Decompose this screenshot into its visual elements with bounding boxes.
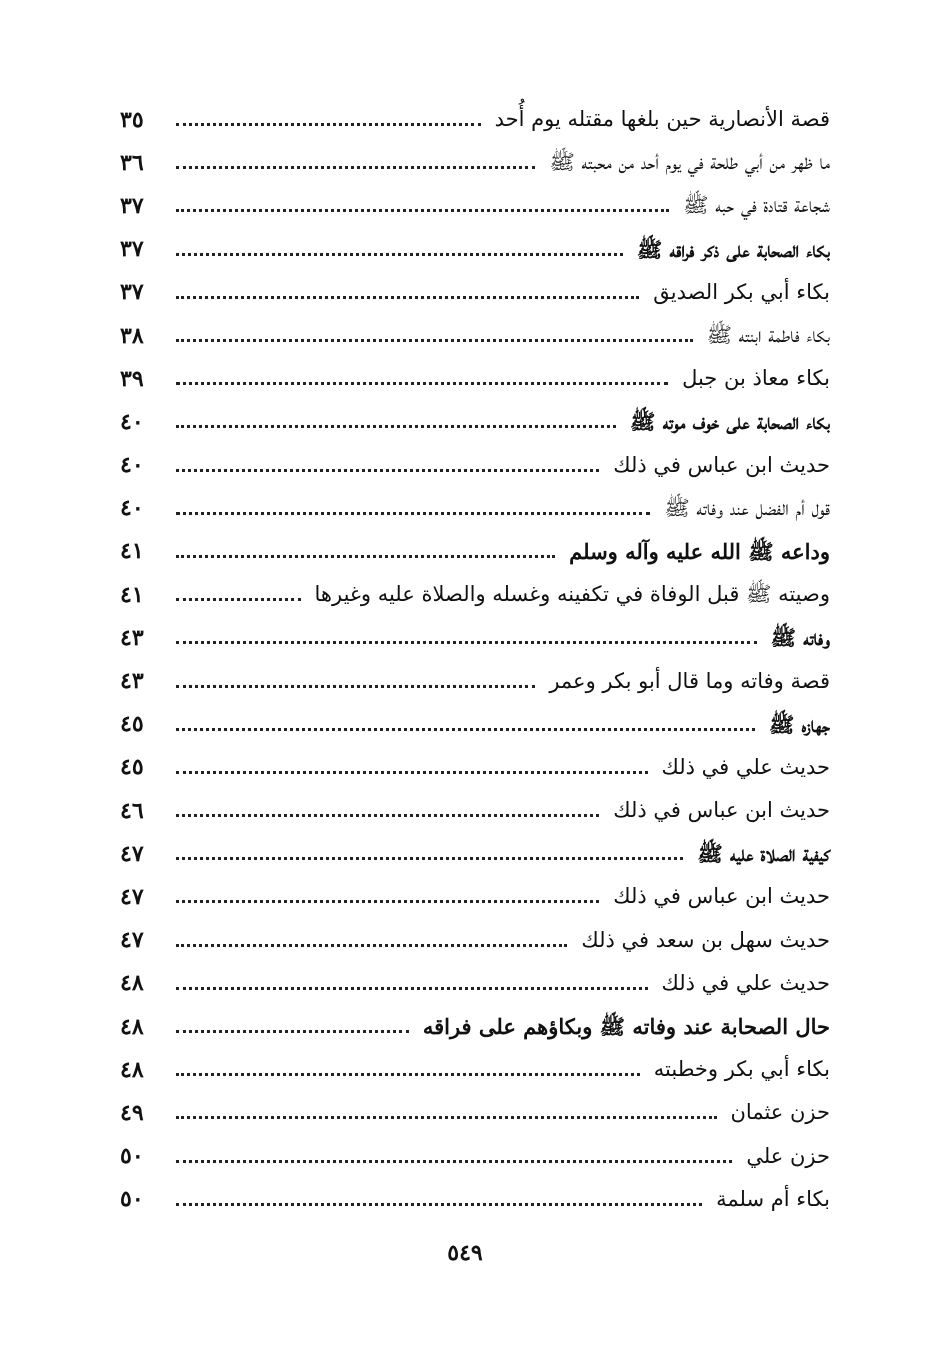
toc-section-heading: وفاته ﷺ — [770, 625, 830, 651]
toc-page-number: ٤٨ — [120, 1013, 144, 1040]
toc-entry-title: حديث سهل بن سعد في ذلك — [581, 927, 830, 952]
toc-page-number: ٤٧ — [120, 927, 144, 954]
toc-page-number: ٣٩ — [120, 365, 144, 392]
toc-page-number: ٣٨ — [120, 322, 144, 349]
toc-page-number: ٤٨ — [120, 1056, 144, 1083]
dot-leader — [176, 555, 555, 558]
toc-entry-title: بكاء أبي بكر الصديق — [653, 279, 830, 304]
toc-section-heading: جهازه ﷺ — [768, 711, 830, 737]
toc-entry — [120, 703, 830, 746]
table-of-contents — [120, 98, 830, 1221]
toc-entry — [120, 875, 830, 918]
toc-entry — [120, 487, 830, 530]
toc-entry — [120, 1048, 830, 1091]
toc-entry-title: بكاء أبي بكر وخطبته — [653, 1057, 830, 1082]
toc-section-heading: حال الصحابة عند وفاته ﷺ وبكاؤهم على فراقه — [422, 1014, 830, 1040]
dot-leader — [176, 1030, 409, 1033]
toc-page-number: ٣٧ — [120, 279, 144, 306]
toc-page-number: ٤٥ — [120, 711, 144, 738]
toc-page-number: ٤٧ — [120, 840, 144, 867]
toc-entry-title: حديث علي في ذلك — [661, 970, 830, 995]
toc-page-number: ٤٣ — [120, 624, 144, 651]
toc-page-number: ٤٧ — [120, 883, 144, 910]
dot-leader — [176, 987, 648, 990]
dot-leader — [176, 296, 639, 299]
toc-entry — [120, 789, 830, 832]
toc-entry-title: شجاعة قتادة في حبه ﷺ — [683, 193, 830, 218]
toc-page-number: ٤١ — [120, 538, 144, 565]
toc-page-number: ٤١ — [120, 581, 144, 608]
dot-leader — [176, 685, 535, 688]
toc-entry-title: بكاء معاذ بن جبل — [682, 366, 830, 391]
toc-entry — [120, 141, 830, 184]
toc-entry — [120, 98, 830, 141]
toc-entry-title: حديث علي في ذلك — [661, 754, 830, 779]
toc-entry — [120, 573, 830, 616]
toc-section-heading: بكاء الصحابة على ذكر فراقه ﷺ — [636, 236, 830, 262]
dot-leader — [176, 209, 669, 212]
dot-leader — [176, 598, 301, 601]
dot-leader — [176, 857, 683, 860]
toc-entry-title: بكاء أم سلمة — [716, 1186, 830, 1211]
toc-entry-title: قول أم الفضل عند وفاته ﷺ — [664, 495, 830, 520]
toc-page-number: ٣٥ — [120, 106, 144, 133]
toc-page-number: ٤٥ — [120, 754, 144, 781]
toc-page-number: ٤٣ — [120, 668, 144, 695]
toc-entry-title: وصيته ﷺ قبل الوفاة في تكفينه وغسله والصلاة عليه وغيرها — [314, 582, 830, 607]
dot-leader — [176, 728, 755, 731]
toc-page-number: ٤٠ — [120, 495, 144, 522]
toc-entry — [120, 357, 830, 400]
toc-page-number: ٥٠ — [120, 1143, 144, 1170]
dot-leader — [176, 1203, 702, 1206]
dot-leader — [176, 900, 599, 903]
page-number: ٥٤٩ — [447, 1240, 483, 1266]
toc-entry — [120, 530, 830, 573]
toc-entry-title: حزن علي — [746, 1143, 830, 1168]
dot-leader — [176, 339, 693, 342]
toc-page-number: ٤٦ — [120, 797, 144, 824]
dot-leader — [176, 814, 599, 817]
toc-entry-title: بكاء فاطمة ابنته ﷺ — [706, 323, 830, 348]
toc-entry-title: قصة الأنصارية حين بلغها مقتله يوم أُحد — [494, 107, 830, 132]
toc-page-number: ٤٠ — [120, 452, 144, 479]
dot-leader — [176, 382, 668, 385]
toc-entry — [120, 1135, 830, 1178]
toc-entry — [120, 919, 830, 962]
toc-entry — [120, 271, 830, 314]
toc-entry — [120, 962, 830, 1005]
dot-leader — [176, 512, 650, 515]
dot-leader — [176, 944, 567, 947]
toc-section-heading: وداعه ﷺ الله عليه وآله وسلم — [569, 538, 830, 564]
toc-page-number: ٤٨ — [120, 970, 144, 997]
toc-entry — [120, 1005, 830, 1048]
toc-entry — [120, 444, 830, 487]
toc-page-number: ٣٧ — [120, 192, 144, 219]
toc-page-number: ٤٠ — [120, 408, 144, 435]
toc-page-number: ٣٧ — [120, 236, 144, 263]
toc-entry — [120, 228, 830, 271]
toc-page-number: ٥٠ — [120, 1186, 144, 1213]
dot-leader — [176, 1073, 640, 1076]
dot-leader — [176, 123, 481, 126]
toc-entry-title: حزن عثمان — [730, 1100, 830, 1125]
dot-leader — [176, 166, 535, 169]
toc-entry-title: حديث ابن عباس في ذلك — [613, 884, 830, 909]
toc-page-number: ٣٦ — [120, 149, 144, 176]
toc-entry — [120, 314, 830, 357]
toc-entry-title: قصة وفاته وما قال أبو بكر وعمر — [549, 668, 830, 693]
toc-entry — [120, 1091, 830, 1134]
toc-entry — [120, 746, 830, 789]
toc-entry-title: حديث ابن عباس في ذلك — [613, 798, 830, 823]
dot-leader — [176, 1160, 732, 1163]
toc-entry — [120, 616, 830, 659]
toc-section-heading: بكاء الصحابة على خوف موته ﷺ — [630, 409, 830, 435]
toc-entry — [120, 832, 830, 875]
toc-entry — [120, 1178, 830, 1221]
dot-leader — [176, 469, 599, 472]
dot-leader — [176, 771, 648, 774]
dot-leader — [176, 1116, 717, 1119]
dot-leader — [176, 641, 757, 644]
toc-entry — [120, 184, 830, 227]
dot-leader — [176, 253, 623, 256]
toc-page-number: ٤٩ — [120, 1099, 144, 1126]
toc-entry-title: ما ظهر من أبي طلحة في يوم أحد من محبته ﷺ — [549, 150, 830, 175]
toc-entry — [120, 400, 830, 443]
dot-leader — [176, 425, 616, 428]
toc-entry — [120, 659, 830, 702]
toc-section-heading: كيفية الصلاة عليه ﷺ — [697, 841, 830, 867]
toc-entry-title: حديث ابن عباس في ذلك — [613, 452, 830, 477]
